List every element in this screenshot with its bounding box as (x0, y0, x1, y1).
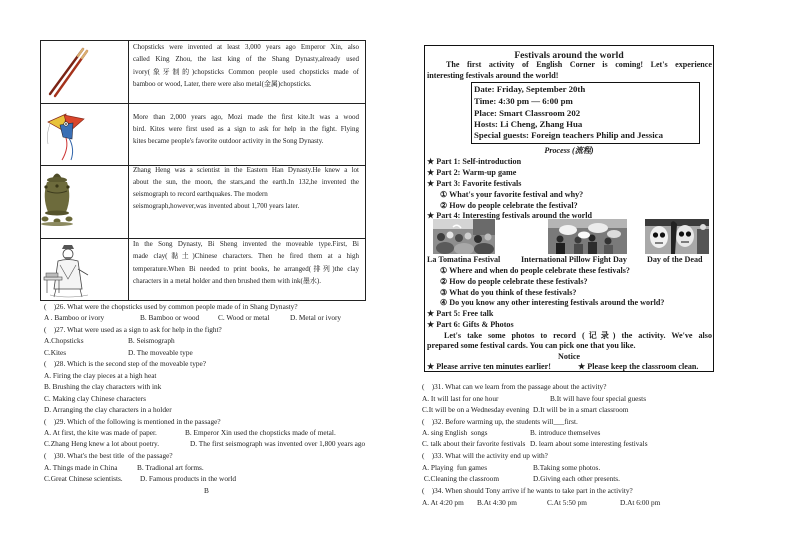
question-26-stem: ( )26. What were the chopsticks used by common people made of in Shang Dynasty? (44, 301, 298, 311)
question-27-option-d: D. The moveable type (128, 347, 193, 357)
process-heading: Process (流程) (544, 145, 594, 155)
table-row-3-line: seismograph,however,was invented about 1,700 years later. (133, 202, 300, 210)
table-border-right (365, 40, 366, 301)
question-32-option-c: C. talk about their favorite festivals (422, 438, 526, 448)
question-33-stem: ( )33. What will the activity end up with? (422, 450, 548, 460)
table-row-1-line: called King Zhou, the last king of the Shang Dynasty,already used (133, 55, 359, 63)
question-26-option-b: B. Bamboo or wood (140, 312, 200, 322)
question-34-option-c: C.At 5:50 pm (547, 497, 587, 507)
question-32-stem: ( )32. Before warming up, the students will___first. (422, 416, 578, 426)
table-row-3-line: seismograph to record earthquakes. The modern (133, 190, 268, 198)
question-32-option-d: D. learn about some interesting festivals (530, 438, 648, 448)
question-33-option-c: C.Cleaning the classroom (422, 473, 500, 483)
question-31-option-d: D.It will be in a smart classroom (533, 404, 629, 414)
la-tomatina-photo (433, 219, 495, 254)
table-column-divider (128, 40, 129, 301)
question-33-option-b: B.Taking some photos. (533, 462, 601, 472)
table-row-3-line: about the sun, the moon, the stars,and the earth.In 132,he invented the (133, 178, 359, 186)
question-32-option-b: B. introduce themselves (530, 427, 601, 437)
caption-pillow-fight: International Pillow Fight Day (521, 254, 627, 264)
question-30-option-a: A. Things made in China (44, 462, 118, 472)
question-28-stem: ( )28. Which is the second step of the moveable type? (44, 358, 206, 368)
question-27-option-c: C.Kites (44, 347, 67, 357)
part-4-question: ② How do people celebrate these festivals? (440, 276, 588, 286)
notice-heading: Notice (557, 351, 581, 361)
question-34-option-d: D.At 6:00 pm (620, 497, 661, 507)
question-29-option-c: C.Zhang Heng knew a lot about poetry. (44, 438, 160, 448)
question-27-option-b: B. Seismograph (128, 335, 175, 345)
closing-line: Let's take some photos to record (记录) the activity. We've also (444, 330, 712, 340)
part-4-question: ④ Do you know any other interesting festivals around the world? (440, 297, 665, 307)
part-4-question: ① Where and when do people celebrate these festivals? (440, 265, 630, 275)
kite-image (42, 110, 88, 162)
notice-arrive-early: ★ Please arrive ten minutes earlier! (427, 361, 551, 371)
event-special-guests: Special guests: Foreign teachers Philip and Jessica (474, 129, 663, 140)
question-30-stem: ( )30. What's the best title of the passage? (44, 450, 173, 460)
question-30-option-d: D. Famous products in the world (140, 473, 237, 483)
question-26-option-d: D. Metal or ivory (290, 312, 342, 322)
table-row-2-line: kites became people's favorite outdoor activity in the Song Dynasty. (133, 137, 324, 145)
notice-keep-clean: ★ Please keep the classroom clean. (578, 361, 699, 371)
question-28-option-c: C. Making clay Chinese characters (44, 393, 146, 403)
table-row-4-line: In the Song Dynasty, Bi Sheng invented the moveable type.First, Bi (133, 240, 359, 248)
part-4: ★ Part 4: Interesting festivals around the world (427, 210, 593, 220)
chopsticks-image (46, 45, 90, 99)
table-row-1-line: Chopsticks were invented at least 3,000 years ago Emperor Xin, also (133, 43, 359, 51)
table-row-4-line: characters in a metal holder and then brushed them with ink(墨水). (133, 277, 321, 285)
question-34-option-a: A. At 4:20 pm (422, 497, 464, 507)
question-29-stem: ( )29. Which of the following is mentioned in the passage? (44, 416, 221, 426)
poster-intro-line: The first activity of English Corner is coming! Let's experience (446, 59, 712, 69)
part-3: ★ Part 3: Favorite festivals (427, 178, 522, 188)
closing-line: prepared some festival cards. You can pick one that you like. (427, 340, 636, 350)
question-31-option-a: A. It will last for one hour (422, 393, 499, 403)
part-4-question: ③ What do you think of these festivals? (440, 287, 577, 297)
table-border-top (40, 40, 366, 41)
question-26-option-a: A . Bamboo or ivory (44, 312, 105, 322)
part-3-question: ① What's your favorite festival and why? (440, 189, 584, 199)
question-29-option-d: D. The first seismograph was invented over 1,800 years ago (190, 438, 366, 448)
question-34-option-b: B.At 4:30 pm (477, 497, 517, 507)
poster-title: Festivals around the world (514, 49, 624, 61)
bi-sheng-portrait (42, 243, 96, 299)
event-place: Place: Smart Classroom 202 (474, 107, 581, 118)
part-1: ★ Part 1: Self-introduction (427, 156, 522, 166)
question-33-option-d: D.Giving each other presents. (533, 473, 620, 483)
part-3-question: ② How do people celebrate the festival? (440, 200, 578, 210)
part-5: ★ Part 5: Free talk (427, 308, 494, 318)
caption-day-of-the-dead: Day of the Dead (647, 254, 703, 264)
question-29-option-b: B. Emperor Xin used the chopsticks made of metal. (185, 427, 336, 437)
day-of-the-dead-photo (645, 219, 709, 254)
seismograph-image (40, 167, 74, 227)
question-31-option-b: B.It will have four special guests (550, 393, 647, 403)
question-31-option-c: C.It will be on a Wednesday evening (422, 404, 530, 414)
event-hosts: Hosts: Li Cheng, Zhang Hua (474, 118, 583, 129)
question-29-option-a: A. At first, the kite was made of paper. (44, 427, 157, 437)
question-30-option-b: B. Tradional art forms. (137, 462, 204, 472)
table-row-4-line: temperature.When Bi needed to print books, he arranged(排列)the clay (133, 265, 359, 273)
caption-la-tomatina: La Tomatina Festival (427, 254, 501, 264)
event-date: Date: Friday, September 20th (474, 83, 586, 94)
poster-intro-line: interesting festivals around the world! (427, 70, 559, 80)
table-row-divider (40, 238, 366, 239)
table-row-2-line: More than 2,000 years ago, Mozi made the first kite.It was a wood (133, 113, 359, 121)
event-time: Time: 4:30 pm — 6:00 pm (474, 95, 573, 106)
question-28-option-a: A. Firing the clay pieces at a high heat (44, 370, 157, 380)
table-row-1-line: ivory(象牙制的)chopsticks Common people used chopsticks made of (133, 68, 359, 76)
question-27-stem: ( )27. What were used as a sign to ask for help in the fight? (44, 324, 222, 334)
question-28-option-b: B. Brushing the clay characters with ink (44, 381, 162, 391)
table-row-4-line: made clay(黏土)Chinese characters. Then he fired them at a high (133, 252, 359, 260)
question-30-option-c: C.Great Chinese scientists. (44, 473, 123, 483)
question-32-option-a: A. sing English songs (422, 427, 488, 437)
table-row-1-line: bamboo or wood, Later, there were also metal(金属)chopsticks. (133, 80, 312, 88)
table-row-divider (40, 103, 366, 104)
question-28-option-d: D. Arranging the clay characters in a holder (44, 404, 172, 414)
page-letter: B (204, 485, 209, 495)
question-27-option-a: A.Chopsticks (44, 335, 84, 345)
table-row-2-line: bird. Kites were first used as a sign to ask for help in the fight. Flying (133, 125, 359, 133)
question-26-option-c: C. Wood or metal (218, 312, 270, 322)
part-6: ★ Part 6: Gifts & Photos (427, 319, 514, 329)
part-2: ★ Part 2: Warm-up game (427, 167, 517, 177)
pillow-fight-photo (548, 219, 627, 254)
question-33-option-a: A. Playing fun games (422, 462, 488, 472)
table-row-3-line: Zhang Heng was a scientist in the Eastern Han Dynasty.He knew a lot (133, 166, 359, 174)
question-34-stem: ( )34. When should Tony arrive if he wants to take part in the activity? (422, 485, 633, 495)
question-31-stem: ( )31. What can we learn from the passage about the activity? (422, 381, 607, 391)
